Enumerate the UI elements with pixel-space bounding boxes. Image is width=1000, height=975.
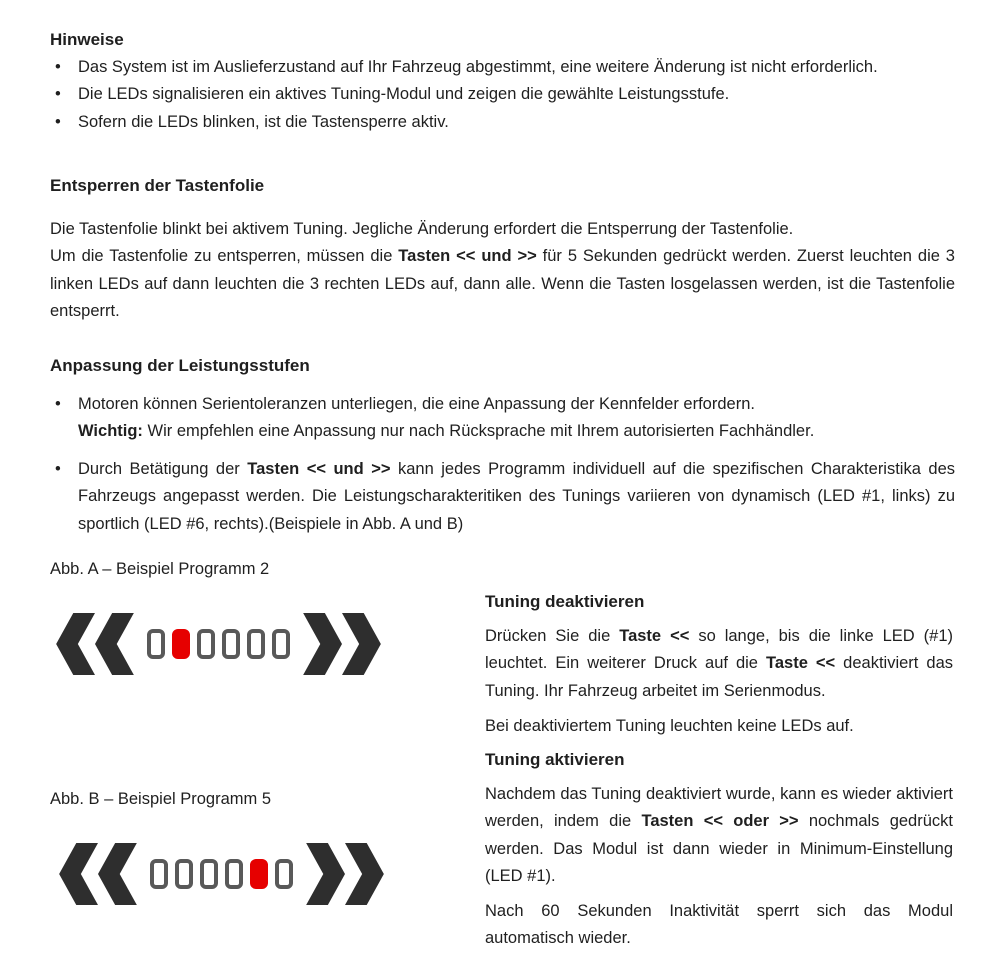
led-4-inactive — [225, 859, 243, 889]
led-5-inactive — [247, 629, 265, 659]
led-strip — [150, 859, 293, 889]
bullet-icon: • — [55, 394, 61, 413]
bullet-text: Sofern die LEDs blinken, ist die Tastensperre aktiv. — [78, 112, 449, 131]
text-run: kann jedes Programm individuell auf die spezifischen Charakteristika des Fahrzeugs angepasst werden. Die Leistungscharakteritiken des Tunings variieren von dynamisch (LED #1, links) zu sportlich (LED #6, rechts).(Beispiele in Abb. A und B) — [78, 459, 955, 533]
text-run-bold: Taste << — [766, 654, 836, 672]
paragraph — [485, 623, 953, 706]
list-item — [50, 109, 955, 137]
bullet-icon: • — [55, 459, 61, 478]
paragraph: Nach 60 Sekunden Inaktivität sperrt sich das Modul automatisch wieder. — [485, 901, 953, 947]
list-item — [50, 391, 955, 446]
led-2-inactive — [175, 859, 193, 889]
section-deaktivieren — [485, 588, 953, 741]
bullet-text: Die LEDs signalisieren ein aktives Tuning-Modul und zeigen die gewählte Leistungsstufe. — [78, 85, 730, 103]
section-aktivieren — [485, 746, 953, 953]
text-run-bold: Wichtig: — [78, 422, 143, 440]
bullet-icon: • — [55, 85, 61, 103]
led-3-inactive — [197, 629, 215, 659]
bullet-text — [78, 456, 955, 539]
text-run: deaktiviert das Tuning. Ihr Fahrzeug arbeitet im Serienmodus. — [485, 654, 953, 700]
text-run-bold: Taste << — [619, 626, 690, 645]
led-3-inactive — [200, 859, 218, 889]
section-aktivieren-title: Tuning aktivieren — [485, 750, 625, 769]
figure-a-led-display — [55, 612, 382, 676]
text-run-bold: Tasten << und >> — [398, 247, 537, 265]
figure-a-caption: Abb. A – Beispiel Programm 2 — [50, 560, 270, 578]
led-1-inactive — [147, 629, 165, 659]
led-2-active — [172, 629, 190, 659]
section-deaktivieren-title: Tuning deaktivieren — [485, 592, 645, 611]
list-item — [50, 81, 955, 109]
bullet-icon: • — [55, 57, 61, 76]
paragraph: Die Tastenfolie blinkt bei aktivem Tuning. Jegliche Änderung erfordert die Entsperrung der Tastenfolie. — [50, 219, 794, 238]
list-item — [50, 54, 955, 82]
text-run-bold: Tasten << und >> — [247, 459, 391, 478]
text-run: Drücken Sie die — [485, 626, 620, 645]
section-hinweise — [50, 26, 955, 136]
text-run: nochmals gedrückt werden. Das Modul ist dann wieder in Minimum-Einstellung (LED #1). — [485, 812, 953, 885]
text-run: Durch Betätigung der — [78, 459, 248, 478]
section-anpassung — [50, 352, 955, 538]
double-chevron-right-icon — [305, 842, 385, 906]
text-run: Um die Tastenfolie zu entsperren, müssen die — [50, 247, 399, 265]
text-run: Nachdem das Tuning deaktiviert wurde, kann es wieder aktiviert werden, indem die — [485, 784, 953, 830]
double-chevron-left-icon — [55, 612, 135, 676]
section-hinweise-title: Hinweise — [50, 30, 124, 49]
text-run: Wir empfehlen eine Anpassung nur nach Rücksprache mit Ihrem autorisierten Fachhändler. — [142, 422, 815, 440]
bullet-text — [78, 391, 955, 446]
led-6-inactive — [272, 629, 290, 659]
led-strip — [147, 629, 290, 659]
led-6-inactive — [275, 859, 293, 889]
section-entsperren-title: Entsperren der Tastenfolie — [50, 176, 265, 195]
list-item — [50, 456, 955, 539]
figure-b-caption: Abb. B – Beispiel Programm 5 — [50, 790, 272, 808]
section-entsperren — [50, 172, 955, 326]
text-run: für 5 Sekunden gedrückt werden. Zuerst leuchten die 3 linken LEDs auf dann leuchten die 3 rechten LEDs auf, dann alle. Wenn die Tasten losgelassen werden, ist die Tastenfolie entsperrt. — [50, 247, 955, 320]
section-anpassung-title: Anpassung der Leistungsstufen — [50, 356, 310, 375]
bullet-icon: • — [55, 112, 61, 131]
text-run-bold: Tasten << oder >> — [641, 812, 799, 830]
double-chevron-left-icon — [58, 842, 138, 906]
figure-b-led-display — [58, 842, 385, 906]
paragraph: Bei deaktiviertem Tuning leuchten keine LEDs auf. — [485, 717, 854, 735]
text-run: so lange, bis die linke LED (#1) leuchtet. Ein weiterer Druck auf die — [485, 626, 953, 672]
text-run: Motoren können Serientoleranzen unterliegen, die eine Anpassung der Kennfelder erfordern. — [78, 394, 755, 413]
led-4-inactive — [222, 629, 240, 659]
double-chevron-right-icon — [302, 612, 382, 676]
paragraph — [50, 243, 955, 326]
led-1-inactive — [150, 859, 168, 889]
led-5-active — [250, 859, 268, 889]
paragraph — [485, 781, 953, 891]
bullet-text: Das System ist im Auslieferzustand auf Ihr Fahrzeug abgestimmt, eine weitere Änderung ist nicht erforderlich. — [78, 57, 878, 76]
